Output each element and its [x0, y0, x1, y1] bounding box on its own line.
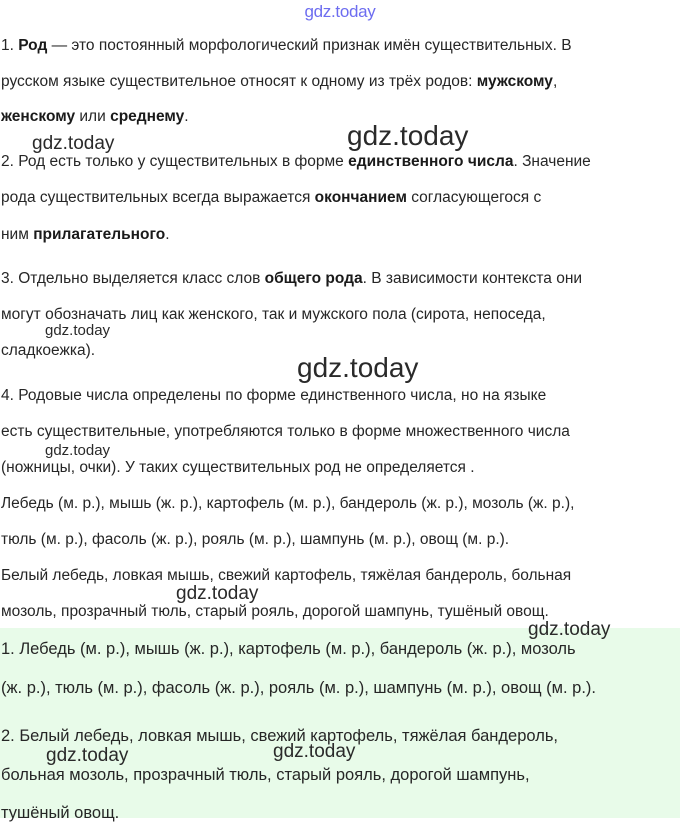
answer-line-1: 1. Лебедь (м. р.), мышь (ж. р.), картофель (м. р.), бандероль (ж. р.), мозоль	[1, 640, 576, 658]
theory-p1-line-3: женскому или среднему.	[1, 108, 189, 125]
answer-line-4: больная мозоль, прозрачный тюль, старый рояль, дорогой шампунь,	[1, 766, 530, 784]
term-masculine: мужскому	[476, 73, 553, 90]
task-line-3: Белый лебедь, ловкая мышь, свежий картофель, тяжёлая бандероль, больная	[1, 567, 572, 584]
watermark: gdz.today	[46, 745, 129, 766]
theory-p3-line-3: сладкоежка).	[1, 342, 96, 359]
theory-p4-line-2: есть существительные, употребляются только в форме множественного числа	[1, 423, 570, 440]
theory-p1-line-2: русском языке существительное относят к одному из трёх родов: мужскому,	[1, 73, 558, 90]
theory-p2-line-3: ним прилагательного.	[1, 226, 170, 243]
term-neuter: среднему	[110, 108, 185, 125]
theory-p3-line-2: могут обозначать лиц как женского, так и мужского пола (сирота, непоседа,	[1, 306, 546, 323]
answer-line-5: тушёный овощ.	[1, 804, 120, 822]
task-line-1: Лебедь (м. р.), мышь (ж. р.), картофель (м. р.), бандероль (ж. р.), мозоль (ж. р.),	[1, 495, 575, 512]
term-rod: Род	[18, 37, 48, 54]
watermark: gdz.today	[176, 583, 259, 604]
theory-p4-line-3: (ножницы, очки). У таких существительных род не определяется .	[1, 459, 475, 476]
theory-p2-line-1: 2. Род есть только у существительных в форме единственного числа. Значение	[1, 153, 591, 170]
watermark: gdz.today	[45, 322, 111, 339]
term-singular: единственного числа	[348, 153, 514, 170]
site-logo[interactable]: gdz.today	[304, 2, 376, 21]
watermark: gdz.today	[273, 741, 356, 762]
theory-p2-line-2: рода существительных всегда выражается окончанием согласующегося с	[1, 189, 542, 206]
answer-block	[0, 628, 680, 822]
watermark: gdz.today	[45, 442, 111, 459]
term-ending: окончанием	[314, 189, 407, 206]
watermark: gdz.today	[528, 619, 611, 640]
answer-line-2: (ж. р.), тюль (м. р.), фасоль (ж. р.), рояль (м. р.), шампунь (м. р.), овощ (м. р.).	[1, 679, 596, 697]
theory-p4-line-1: 4. Родовые числа определены по форме единственного числа, но на языке	[1, 387, 547, 404]
watermark: gdz.today	[32, 133, 115, 154]
term-common-gender: общего рода	[264, 270, 363, 287]
task-line-4: мозоль, прозрачный тюль, старый рояль, дорогой шампунь, тушёный овощ.	[1, 603, 549, 620]
answer-line-3: 2. Белый лебедь, ловкая мышь, свежий картофель, тяжёлая бандероль,	[1, 727, 559, 745]
theory-p1-line-1: 1. Род — это постоянный морфологический признак имён существительных. В	[1, 37, 572, 54]
term-adjective: прилагательного	[33, 226, 166, 243]
watermark: gdz.today	[297, 352, 419, 383]
watermark: gdz.today	[347, 120, 469, 151]
theory-p3-line-1: 3. Отдельно выделяется класс слов общего рода. В зависимости контекста они	[1, 270, 583, 287]
term-feminine: женскому	[1, 108, 76, 125]
task-line-2: тюль (м. р.), фасоль (ж. р.), рояль (м. р.), шампунь (м. р.), овощ (м. р.).	[1, 531, 510, 548]
